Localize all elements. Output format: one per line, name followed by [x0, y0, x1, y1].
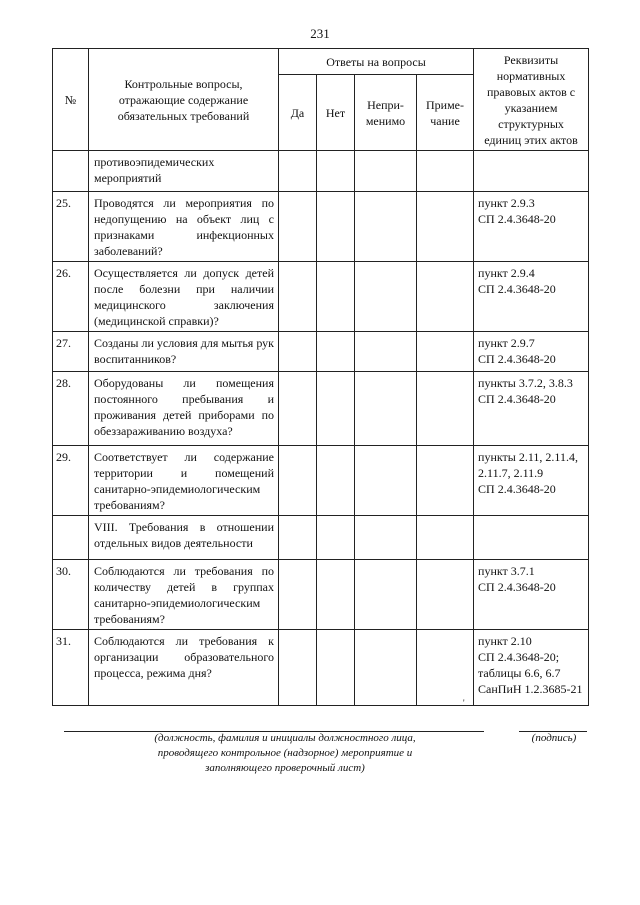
answer-na-cell[interactable]: [355, 446, 417, 516]
answer-yes-cell[interactable]: [279, 560, 317, 630]
answer-na-cell[interactable]: [355, 151, 417, 192]
requisites-text: пункты 3.7.2, 3.8.3 СП 2.4.3648-20: [474, 372, 589, 446]
answer-note-cell[interactable]: [417, 516, 474, 560]
answer-note-cell[interactable]: [417, 446, 474, 516]
question-text: Созданы ли условия для мытья рук воспитанников?: [89, 332, 279, 372]
answer-na-cell[interactable]: [355, 262, 417, 332]
requisites-text: пункт 2.9.7 СП 2.4.3648-20: [474, 332, 589, 372]
table-row: [53, 560, 589, 630]
requisites-text: пункты 2.11, 2.11.4, 2.11.7, 2.11.9 СП 2.4.3648-20: [474, 446, 589, 516]
table-row: [53, 262, 589, 332]
answer-note-cell[interactable]: [417, 151, 474, 192]
row-number: 29.: [53, 446, 89, 516]
header-answer-no: Нет: [317, 75, 355, 151]
requisites-text: [474, 516, 589, 560]
question-text: Соблюдаются ли требования к организации образовательного процесса, режима дня?: [89, 630, 279, 706]
answer-yes-cell[interactable]: [279, 630, 317, 706]
requisites-text: пункт 2.10 СП 2.4.3648-20; таблицы 6.6, 6.7 СанПиН 1.2.3685-21: [474, 630, 589, 706]
answer-no-cell[interactable]: [317, 332, 355, 372]
requisites-text: пункт 3.7.1 СП 2.4.3648-20: [474, 560, 589, 630]
answer-note-cell[interactable]: [417, 630, 474, 706]
answer-no-cell[interactable]: [317, 446, 355, 516]
row-number: 30.: [53, 560, 89, 630]
answer-yes-cell[interactable]: [279, 332, 317, 372]
answer-yes-cell[interactable]: [279, 151, 317, 192]
answer-no-cell[interactable]: [317, 630, 355, 706]
table-row: [53, 192, 589, 262]
answer-na-cell[interactable]: [355, 332, 417, 372]
answer-note-cell[interactable]: [417, 192, 474, 262]
answer-no-cell[interactable]: [317, 560, 355, 630]
table-row: [53, 446, 589, 516]
table-row: [53, 372, 589, 446]
answer-no-cell[interactable]: [317, 372, 355, 446]
answer-no-cell[interactable]: [317, 262, 355, 332]
requisites-text: [474, 151, 589, 192]
answer-yes-cell[interactable]: [279, 516, 317, 560]
question-text: Соответствует ли содержание территории и помещений санитарно-эпидемиологическим требованиям?: [89, 446, 279, 516]
row-number: 27.: [53, 332, 89, 372]
answer-yes-cell[interactable]: [279, 192, 317, 262]
table-row: [53, 332, 589, 372]
answer-note-cell[interactable]: [417, 332, 474, 372]
answer-na-cell[interactable]: [355, 192, 417, 262]
answer-na-cell[interactable]: [355, 372, 417, 446]
header-answer-na: Непри- менимо: [355, 75, 417, 151]
row-number: 25.: [53, 192, 89, 262]
answer-note-cell[interactable]: [417, 560, 474, 630]
answer-note-cell[interactable]: [417, 372, 474, 446]
table-body: [53, 151, 589, 706]
requisites-text: пункт 2.9.4 СП 2.4.3648-20: [474, 262, 589, 332]
answer-na-cell[interactable]: [355, 630, 417, 706]
table-row: [53, 630, 589, 706]
row-number: 31.: [53, 630, 89, 706]
row-number: 28.: [53, 372, 89, 446]
answer-no-cell[interactable]: [317, 151, 355, 192]
requisites-text: пункт 2.9.3 СП 2.4.3648-20: [474, 192, 589, 262]
row-number: [53, 151, 89, 192]
answer-na-cell[interactable]: [355, 560, 417, 630]
section-row: [53, 151, 589, 192]
table-header: [53, 49, 589, 151]
question-text: Соблюдаются ли требования по количеству детей в группах санитарно-эпидемиологическим требованиям?: [89, 560, 279, 630]
answer-no-cell[interactable]: [317, 192, 355, 262]
header-answers-group: Ответы на вопросы: [279, 49, 474, 75]
question-text: Осуществляется ли допуск детей после болезни при наличии медицинского заключения (медицинской справки)?: [89, 262, 279, 332]
header-answer-note: Приме- чание: [417, 75, 474, 151]
question-text: Проводятся ли мероприятия по недопущению на объект лиц с признаками инфекционных заболеваний?: [89, 192, 279, 262]
header-answer-yes: Да: [279, 75, 317, 151]
official-caption: (должность, фамилия и инициалы должностного лица, проводящего контрольное (надзорное) мероприятие и заполняющего проверочный лист): [154, 732, 416, 774]
header-question: Контрольные вопросы, отражающие содержание обязательных требований: [89, 49, 279, 151]
page-number: 231: [310, 26, 330, 41]
answer-na-cell[interactable]: [355, 516, 417, 560]
row-number: [53, 516, 89, 560]
signature-caption: (подпись): [531, 732, 577, 744]
section-row: [53, 516, 589, 560]
answer-yes-cell[interactable]: [279, 372, 317, 446]
section-title: VIII. Требования в отношении отдельных видов деятельности: [89, 516, 279, 560]
question-text: Оборудованы ли помещения постоянного пребывания и проживания детей приборами по обеззараживанию воздуха?: [89, 372, 279, 446]
header-requisites: Реквизиты нормативных правовых актов с указанием структурных единиц этих актов: [474, 49, 589, 151]
checklist-table: [52, 48, 589, 706]
header-num: №: [53, 49, 89, 151]
answer-yes-cell[interactable]: [279, 262, 317, 332]
section-title: противоэпидемических мероприятий: [89, 151, 279, 192]
answer-yes-cell[interactable]: [279, 446, 317, 516]
answer-no-cell[interactable]: [317, 516, 355, 560]
row-number: 26.: [53, 262, 89, 332]
answer-note-cell[interactable]: [417, 262, 474, 332]
